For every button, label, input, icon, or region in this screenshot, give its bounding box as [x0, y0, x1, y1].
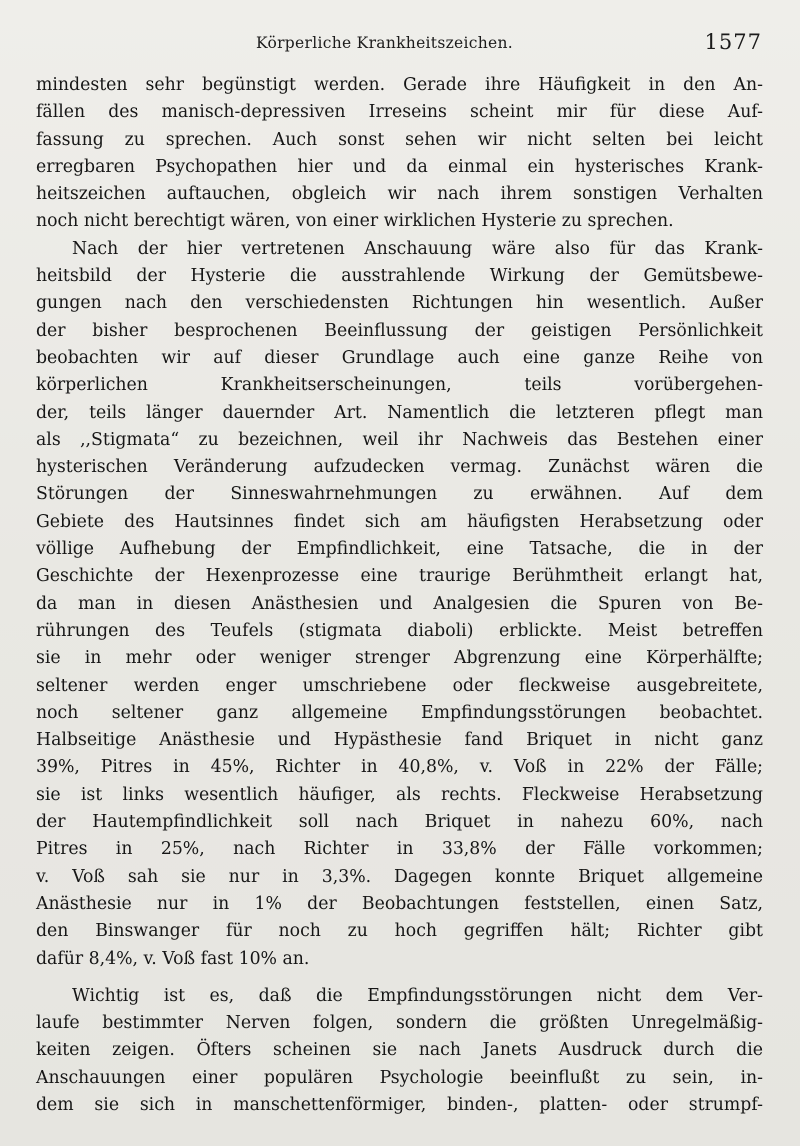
body-text — [36, 72, 763, 1119]
text-line: mindesten sehr begünstigt werden. Gerade ihre Häufigkeit in den An- — [36, 75, 763, 95]
text-line: da man in diesen Anästhesien und Analgesien die Spuren von Be- — [36, 593, 763, 614]
page-number: 1577 — [704, 30, 762, 54]
paragraph — [36, 72, 763, 236]
text-line: der bisher besprochenen Beeinflussung der geistigen Persönlichkeit — [36, 320, 763, 341]
text-line: sie ist links wesentlich häufiger, als rechts. Fleckweise Herabsetzung — [36, 784, 763, 805]
text-line: als ,,Stigmata“ zu bezeichnen, weil ihr Nachweis das Bestehen einer — [36, 429, 763, 450]
text-line: körperlichen Krankheitserscheinungen, teils vorübergehen- — [36, 375, 763, 396]
text-line: dafür 8,4%, v. Voß fast 10% an. — [36, 948, 310, 969]
text-line: der Hautempfindlichkeit soll nach Briquet in nahezu 60%, nach — [36, 812, 763, 833]
text-line: gungen nach den verschiedensten Richtungen hin wesentlich. Außer — [36, 293, 763, 314]
text-line: sie in mehr oder weniger strenger Abgrenzung eine Körperhälfte; — [36, 648, 763, 669]
text-line: seltener werden enger umschriebene oder fleckweise ausgebreitete, — [36, 675, 763, 696]
text-line: rührungen des Teufels (stigmata diaboli) erblickte. Meist betreffen — [36, 620, 763, 641]
text-line: Wichtig ist es, daß die Empfindungsstörungen nicht dem Ver- — [72, 985, 763, 1006]
text-line: Halbseitige Anästhesie und Hypästhesie fand Briquet in nicht ganz — [36, 730, 763, 751]
paragraph-spacer — [36, 973, 763, 983]
text-line: völlige Aufhebung der Empfindlichkeit, eine Tatsache, die in der — [36, 539, 763, 560]
text-line: Pitres in 25%, nach Richter in 33,8% der Fälle vorkommen; — [36, 839, 763, 860]
text-line: dem sie sich in manschettenförmiger, binden-, platten- oder strumpf- — [36, 1094, 763, 1115]
running-head: Körperliche Krankheitszeichen. — [256, 34, 514, 52]
text-line: heitsbild der Hysterie die ausstrahlende Wirkung der Gemütsbewe- — [36, 266, 763, 287]
text-line: heitszeichen auftauchen, obgleich wir nach ihrem sonstigen Verhalten — [36, 184, 763, 205]
text-line: Anschauungen einer populären Psychologie beeinflußt zu sein, in- — [36, 1067, 763, 1088]
paragraph — [36, 983, 763, 1119]
text-line: Störungen der Sinneswahrnehmungen zu erwähnen. Auf dem — [36, 484, 763, 505]
text-line: Nach der hier vertretenen Anschauung wäre also für das Krank- — [72, 238, 763, 259]
text-line: den Binswanger für noch zu hoch gegriffen hält; Richter gibt — [36, 921, 763, 942]
text-line: der, teils länger dauernder Art. Namentlich die letzteren pflegt man — [36, 402, 763, 423]
text-line: noch seltener ganz allgemeine Empfindungsstörungen beobachtet. — [36, 702, 763, 723]
paragraph — [36, 236, 763, 973]
text-line: laufe bestimmter Nerven folgen, sondern die größten Unregelmäßig- — [36, 1013, 763, 1034]
text-line: fällen des manisch-depressiven Irreseins scheint mir für diese Auf- — [36, 102, 763, 123]
text-line: beobachten wir auf dieser Grundlage auch eine ganze Reihe von — [36, 347, 763, 368]
text-line: noch nicht berechtigt wären, von einer wirklichen Hysterie zu sprechen. — [36, 211, 674, 232]
text-line: erregbaren Psychopathen hier und da einmal ein hysterisches Krank- — [36, 156, 763, 177]
text-line: Anästhesie nur in 1% der Beobachtungen feststellen, einen Satz, — [36, 893, 763, 914]
text-line: hysterischen Veränderung aufzudecken vermag. Zunächst wären die — [36, 457, 763, 478]
text-line: Geschichte der Hexenprozesse eine traurige Berühmtheit erlangt hat, — [36, 566, 763, 587]
text-line: Gebiete des Hautsinnes findet sich am häufigsten Herabsetzung oder — [36, 511, 763, 532]
text-line: keiten zeigen. Öfters scheinen sie nach Janets Ausdruck durch die — [36, 1040, 763, 1061]
page-header — [36, 30, 762, 60]
text-line: v. Voß sah sie nur in 3,3%. Dagegen konnte Briquet allgemeine — [36, 866, 763, 887]
text-line: fassung zu sprechen. Auch sonst sehen wir nicht selten bei leicht — [36, 129, 763, 150]
text-line: 39%, Pitres in 45%, Richter in 40,8%, v. Voß in 22% der Fälle; — [36, 757, 763, 778]
